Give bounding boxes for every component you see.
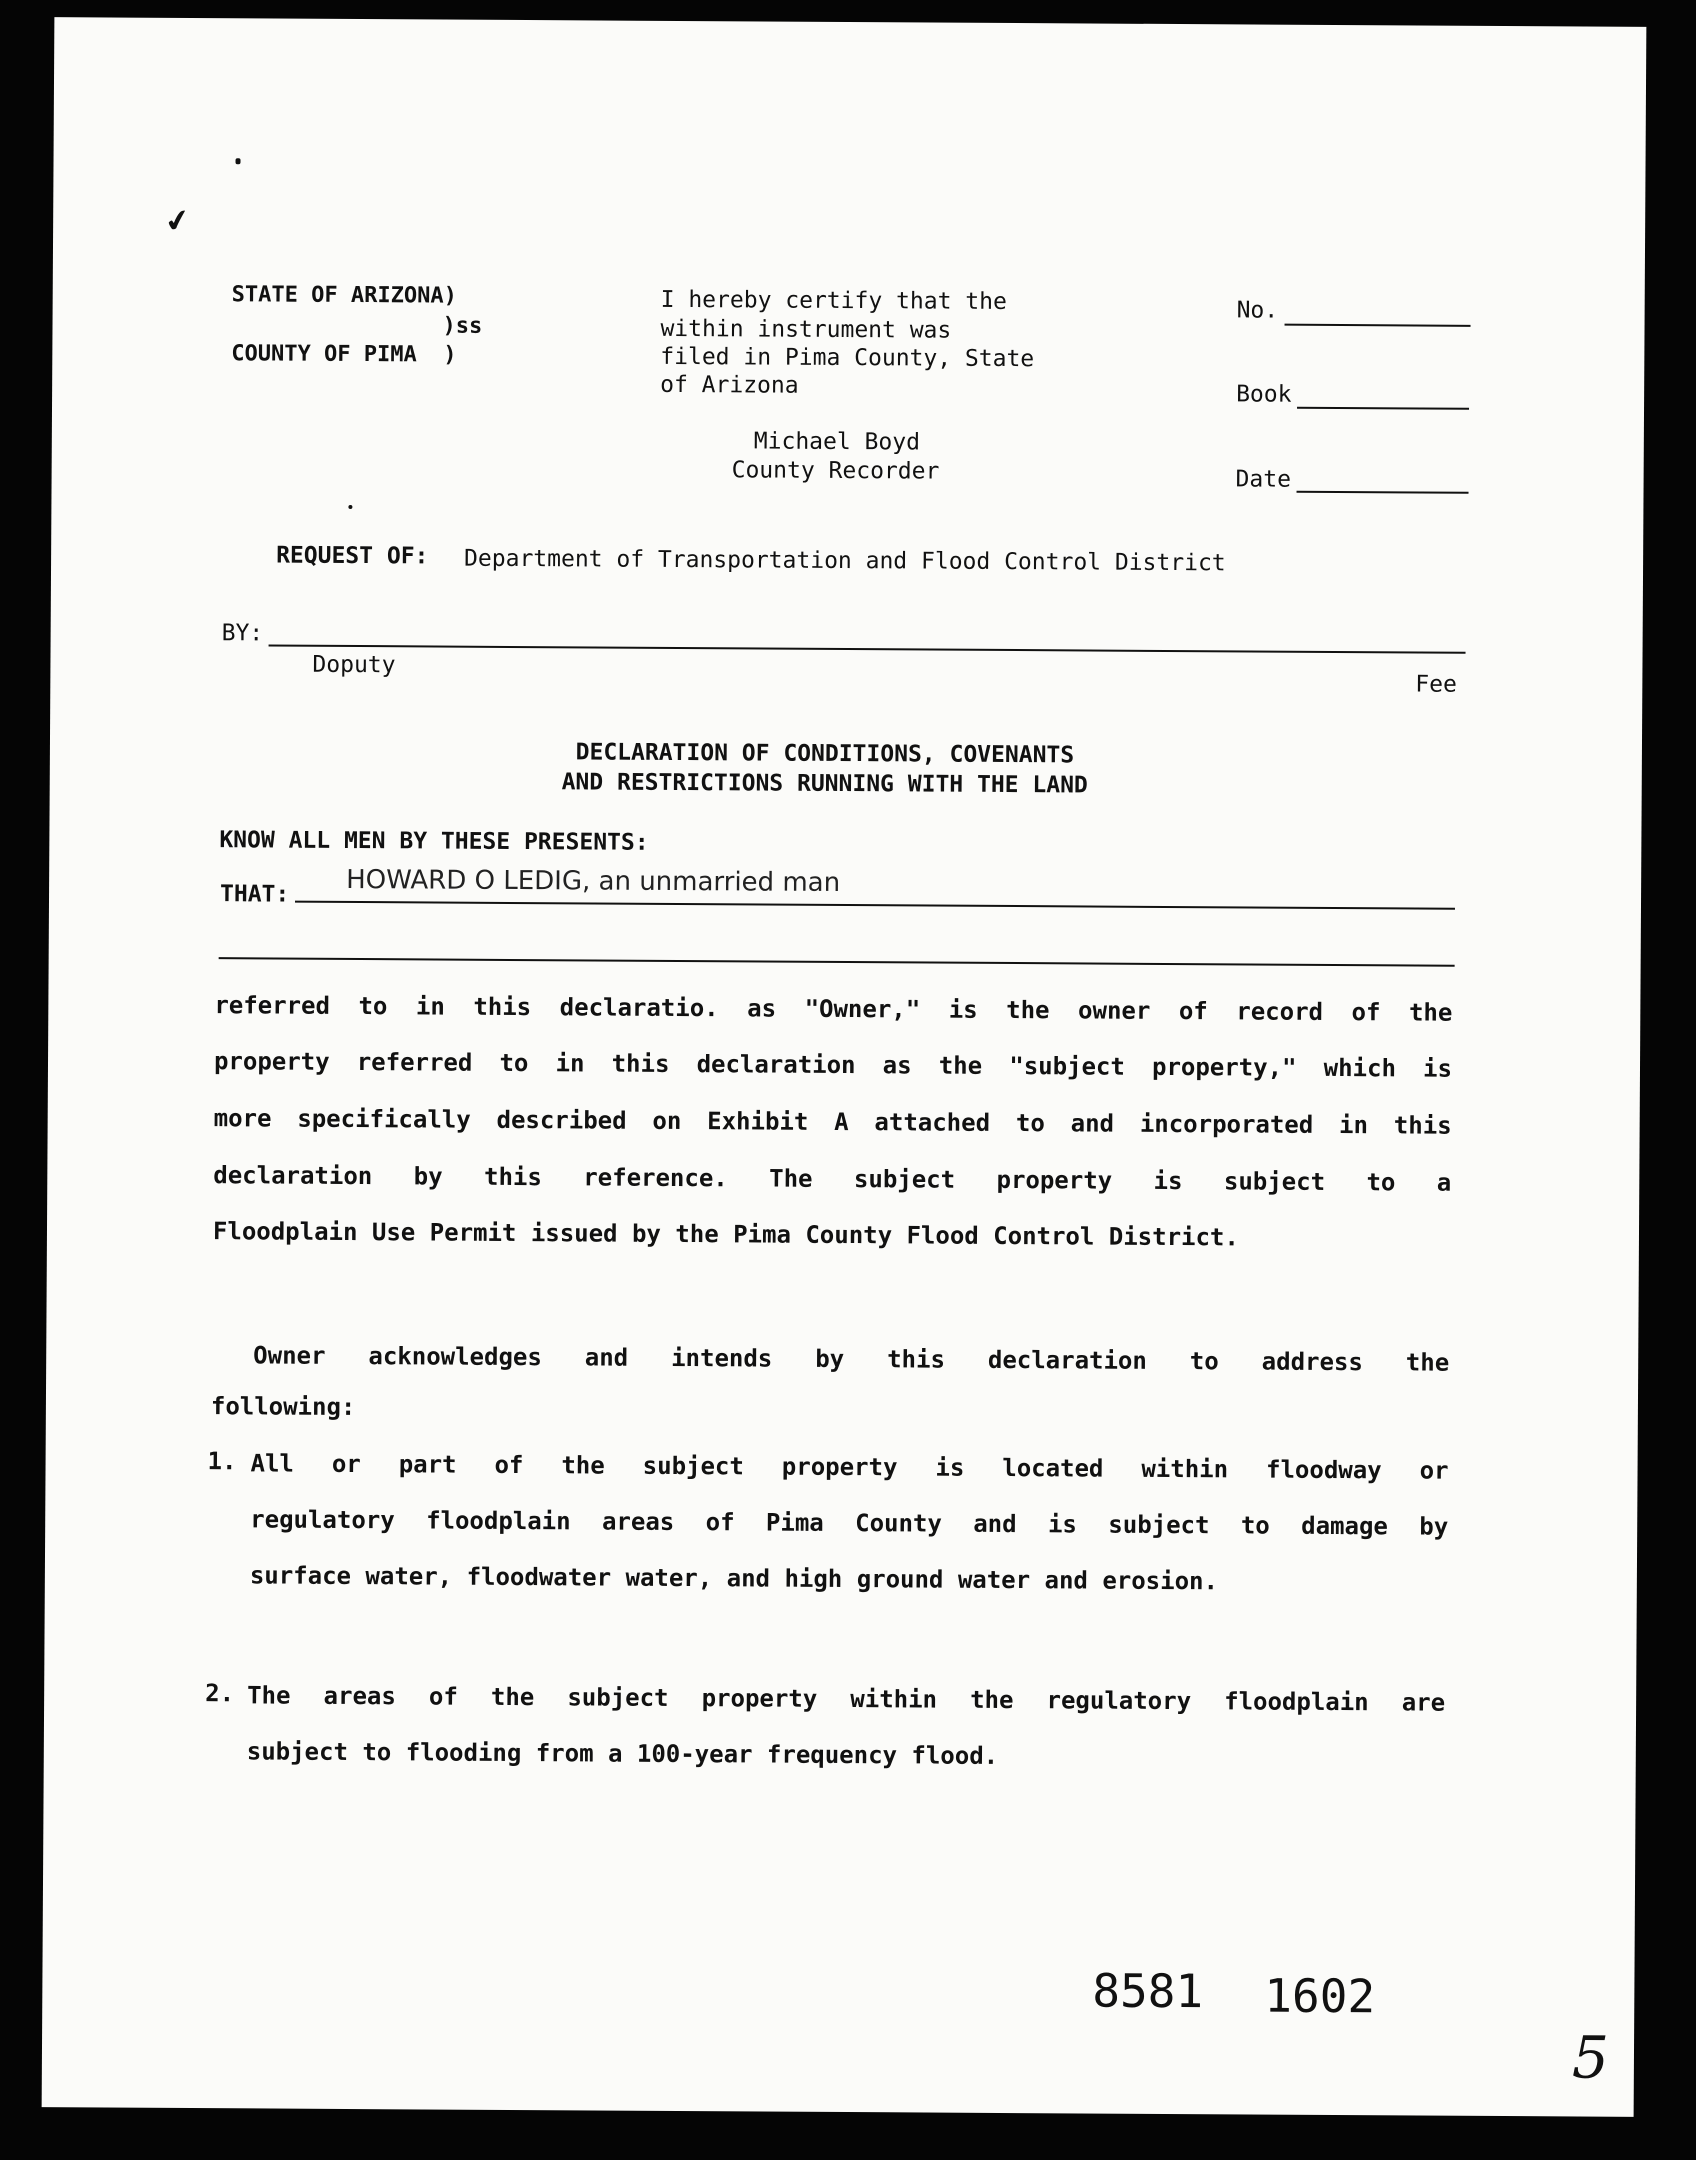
request-label: REQUEST OF: <box>276 542 429 570</box>
no-label: No. <box>1236 297 1279 324</box>
recording-stamp-left: 8581 <box>1092 1963 1204 2019</box>
declaration-title-line-1: DECLARATION OF CONDITIONS, COVENANTS <box>575 739 1075 769</box>
that-line-1 <box>295 901 1455 910</box>
recorder-title: County Recorder <box>731 457 940 485</box>
by-label: BY: <box>221 620 264 647</box>
recording-stamp-right: 1602 <box>1264 1968 1376 2024</box>
ss-line: )ss <box>442 313 483 339</box>
paragraph-1-line-1: referred to in this declaratio. as "Owner," is the owner of record of the <box>214 991 1453 1027</box>
paragraph-1-line-4: declaration by this reference. The subject property is subject to a <box>213 1161 1452 1197</box>
item-2-line-1: The areas of the subject property within the regulatory floodplain are <box>247 1681 1446 1717</box>
paragraph-1-line-2: property referred to in this declaration as the "subject property," which is <box>213 1047 1453 1083</box>
item-2-number: 2. <box>205 1679 235 1708</box>
date-label: Date <box>1235 466 1292 493</box>
paragraph-2-line-2: following: <box>210 1392 356 1422</box>
ink-speck <box>348 505 352 509</box>
deputy-label: Doputy <box>312 651 396 679</box>
request-value: Department of Transportation and Flood Control District <box>464 545 1226 577</box>
know-all-heading: KNOW ALL MEN BY THESE PRESENTS: <box>219 827 649 856</box>
document-page <box>42 17 1647 2117</box>
check-mark: ✔ <box>161 201 194 242</box>
item-2-line-2: subject to flooding from a 100-year frequency flood. <box>246 1737 999 1770</box>
book-label: Book <box>1236 381 1292 408</box>
book-blank-line <box>1297 407 1469 410</box>
certify-line-3: filed in Pima County, State <box>660 343 1035 373</box>
recorder-name: Michael Boyd <box>753 428 921 456</box>
certify-line-2: within instrument was <box>660 315 952 344</box>
item-1-line-1: All or part of the subject property is located within floodway or <box>250 1449 1449 1485</box>
paragraph-1-line-5: Floodplain Use Permit issued by the Pima County Flood Control District. <box>212 1217 1239 1252</box>
declaration-title-line-2: AND RESTRICTIONS RUNNING WITH THE LAND <box>561 769 1088 799</box>
that-label: THAT: <box>219 881 290 908</box>
item-1-line-2: regulatory floodplain areas of Pima County and is subject to damage by <box>250 1505 1449 1541</box>
ink-speck <box>236 158 241 164</box>
no-blank-line <box>1285 324 1471 327</box>
county-line: COUNTY OF PIMA ) <box>231 341 457 368</box>
fee-label: Fee <box>1415 671 1457 698</box>
certify-line-1: I hereby certify that the <box>660 286 1007 315</box>
paragraph-1-line-3: more specifically described on Exhibit A attached to and incorporated in this <box>213 1104 1452 1140</box>
owner-name: HOWARD O LEDIG, an unmarried man <box>346 864 841 898</box>
page-mark: 5 <box>1571 2023 1610 2092</box>
date-blank-line <box>1297 491 1469 494</box>
state-line: STATE OF ARIZONA) <box>231 282 457 309</box>
by-signature-line <box>269 644 1466 653</box>
item-1-line-3: surface water, floodwater water, and high ground water and erosion. <box>249 1561 1219 1596</box>
that-line-2 <box>219 957 1455 967</box>
paragraph-2-line-1: Owner acknowledges and intends by this declaration to address the <box>253 1341 1450 1377</box>
certify-line-4: of Arizona <box>660 371 799 399</box>
item-1-number: 1. <box>207 1447 237 1476</box>
